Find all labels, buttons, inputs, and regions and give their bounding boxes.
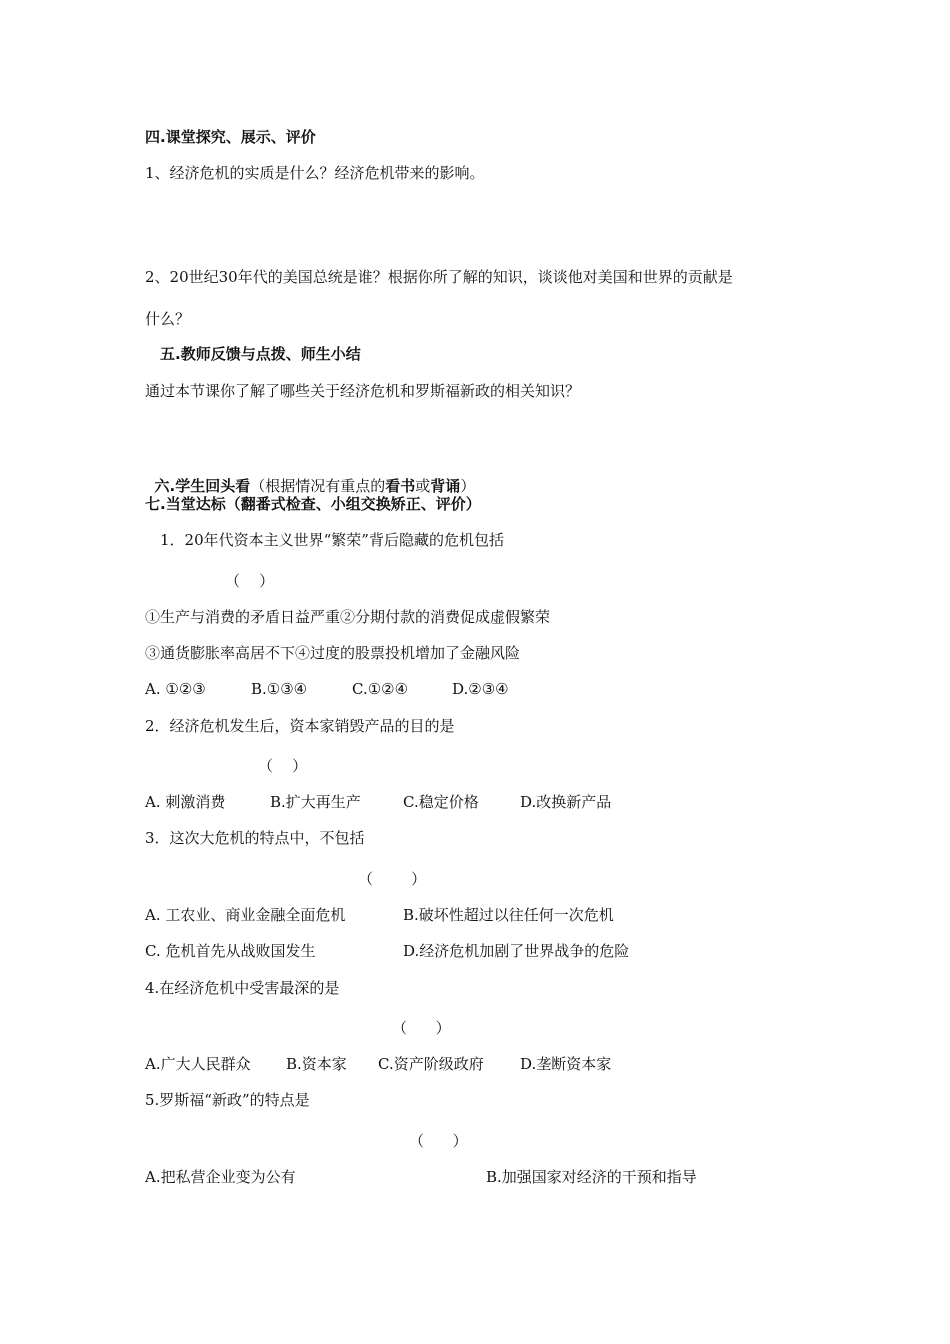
section-5-text: 通过本节课你了解了哪些关于经济危机和罗斯福新政的相关知识？ (145, 382, 581, 400)
q4-choice-d: D.垄断资本家 (520, 1055, 612, 1073)
section-7-heading: 七.当堂达标（翻番式检查、小组交换矫正、评价） (145, 495, 481, 513)
q2-choice-c: C.稳定价格 (403, 793, 479, 811)
q4-choice-c: C.资产阶级政府 (378, 1055, 484, 1073)
section-6-heading-paren-close: ） (460, 477, 476, 495)
q5-answer-blank: （ ） (409, 1132, 468, 1150)
q4-choice-a: A.广大人民群众 (145, 1055, 251, 1073)
q1-stem: 1．20年代资本主义世界“繁荣”背后隐藏的危机包括 (160, 531, 504, 549)
section-6-heading (145, 456, 475, 496)
section-5-heading: 五.教师反馈与点拨、师生小结 (160, 345, 361, 363)
q4-stem: 4.在经济危机中受害最深的是 (145, 979, 340, 997)
q5-stem: 5.罗斯福“新政”的特点是 (145, 1091, 310, 1109)
section-6-heading-paren: （根据情况有重点的 (250, 477, 386, 495)
section-6-heading-or: 或 (415, 477, 431, 495)
q1-choice-a: A. ①②③ (145, 680, 206, 698)
q1-choice-b: B.①③④ (251, 680, 308, 698)
section-4-question-2-line-2: 什么？ (145, 310, 191, 328)
q2-stem: 2．经济危机发生后，资本家销毁产品的目的是 (145, 717, 455, 735)
section-6-heading-prefix: 六.学生回头看 (154, 477, 251, 495)
q1-options-line-2: ③通货膨胀率高居不下④过度的股票投机增加了金融风险 (145, 644, 521, 662)
q1-choice-d: D.②③④ (452, 680, 509, 698)
q1-answer-blank: （ ） (225, 572, 275, 590)
q3-answer-blank: （ ） (358, 870, 427, 888)
q2-choice-a: A. 刺激消费 (145, 793, 226, 811)
q5-choice-a: A.把私营企业变为公有 (145, 1168, 296, 1186)
q5-choice-b: B.加强国家对经济的干预和指导 (486, 1168, 697, 1186)
q4-answer-blank: （ ） (392, 1019, 451, 1037)
section-6-keyword-recite: 背诵 (430, 477, 461, 495)
section-4-question-1: 1、经济危机的实质是什么？经济危机带来的影响。 (145, 164, 485, 182)
q3-stem: 3．这次大危机的特点中，不包括 (145, 829, 365, 847)
q1-choice-c: C.①②④ (352, 680, 409, 698)
q2-choice-d: D.改换新产品 (520, 793, 612, 811)
q2-answer-blank: （ ） (258, 757, 308, 775)
q1-options-line-1: ①生产与消费的矛盾日益严重②分期付款的消费促成虚假繁荣 (145, 608, 551, 626)
q3-choice-d: D.经济危机加剧了世界战争的危险 (403, 942, 630, 960)
q3-choice-c: C. 危机首先从战败国发生 (145, 942, 316, 960)
q3-choice-a: A. 工农业、商业金融全面危机 (145, 906, 346, 924)
q2-choice-b: B.扩大再生产 (270, 793, 361, 811)
q4-choice-b: B.资本家 (286, 1055, 347, 1073)
section-4-question-2-line-1: 2、20世纪30年代的美国总统是谁？根据你所了解的知识，谈谈他对美国和世界的贡献是 (145, 268, 733, 286)
q3-choice-b: B.破坏性超过以往任何一次危机 (403, 906, 614, 924)
section-4-heading: 四.课堂探究、展示、评价 (145, 128, 316, 146)
section-6-keyword-read: 看书 (385, 477, 416, 495)
